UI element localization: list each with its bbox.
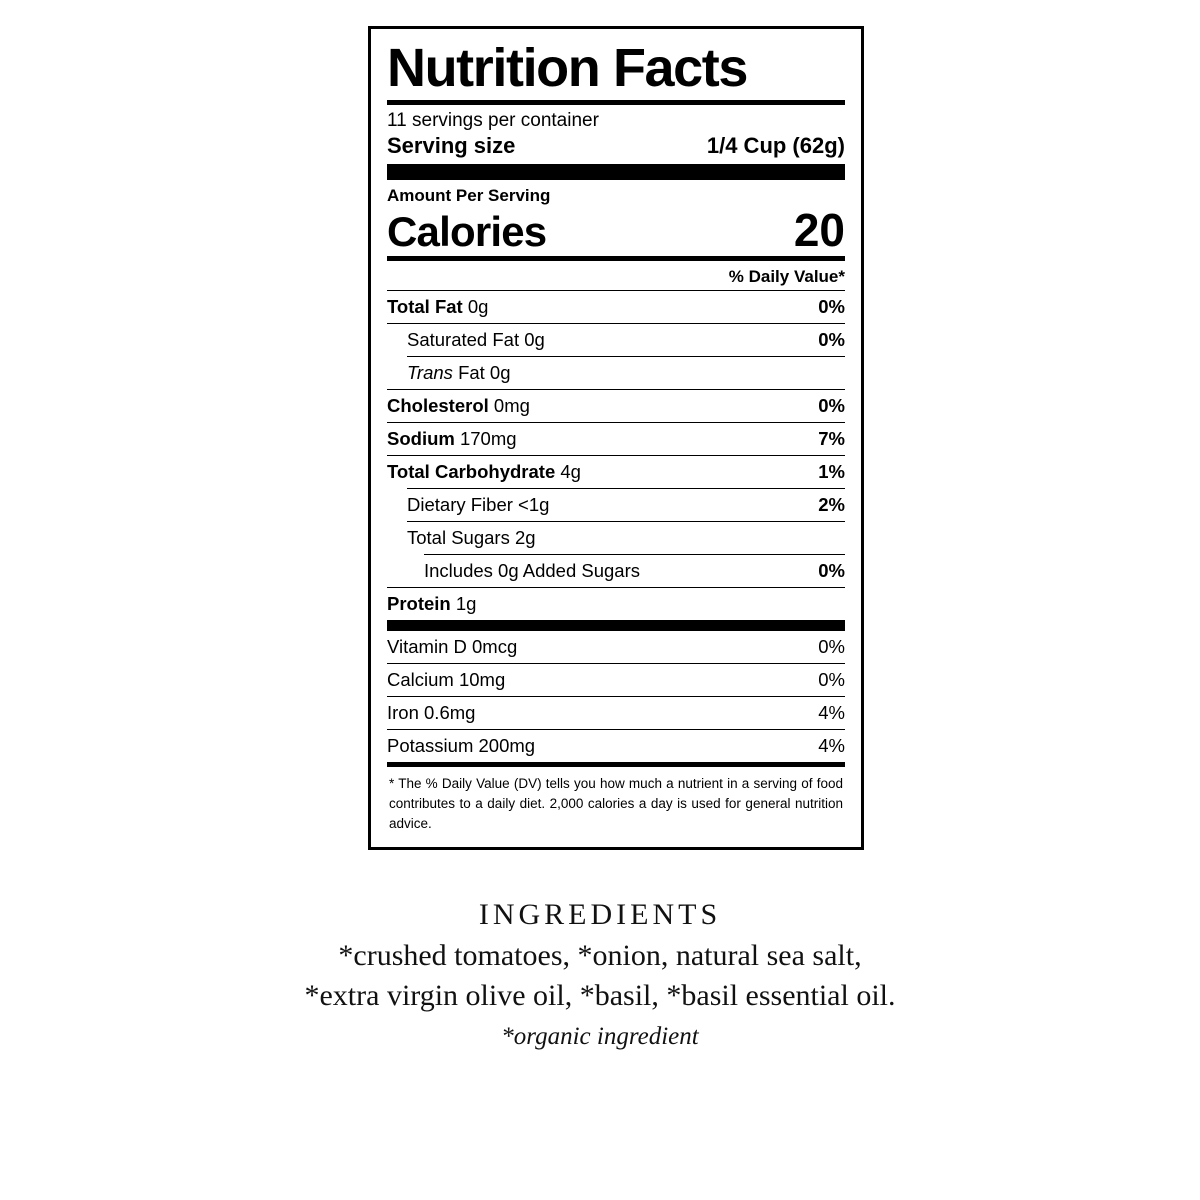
nutrient-amount: 0g — [524, 329, 545, 351]
nutrient-label — [387, 395, 530, 417]
nutrient-label — [407, 494, 549, 516]
vitamin-row — [387, 697, 845, 729]
nutrient-label: Includes 0g Added Sugars — [424, 560, 640, 582]
vitamin-label: Calcium 10mg — [387, 669, 506, 691]
nutrient-amount: 4g — [560, 461, 581, 483]
nutrient-name: Total Fat — [387, 296, 463, 318]
nutrient-amount: 0mg — [493, 395, 530, 417]
nutrient-label — [387, 428, 517, 450]
nutrient-label — [387, 296, 488, 318]
nutrient-name: Dietary Fiber — [407, 494, 513, 516]
ingredients-line-2: *extra virgin olive oil, *basil, *basil essential oil. — [304, 978, 896, 1012]
nutrient-label — [407, 362, 511, 384]
ingredients-heading: INGREDIENTS — [478, 898, 722, 931]
nutrient-row — [387, 291, 845, 323]
nutrient-amount: 2g — [514, 527, 536, 549]
page-title: Nutrition Facts — [387, 38, 748, 98]
nutrient-amount: 0g — [467, 296, 489, 318]
nutrient-amount: Fat 0g — [458, 362, 511, 384]
ingredients-section — [0, 898, 1200, 1051]
daily-value-header: % Daily Value* — [728, 267, 845, 287]
nutrient-amount: <1g — [518, 494, 550, 516]
nutrient-name: Protein — [387, 593, 451, 615]
servings-per-container: 11 servings per container — [387, 110, 599, 132]
nutrient-name: Sodium — [387, 428, 455, 450]
nutrient-row — [387, 390, 845, 422]
ingredients-note: *organic ingredient — [501, 1023, 699, 1051]
vitamin-row — [387, 664, 845, 696]
vitamin-row — [387, 631, 845, 663]
nutrient-row — [387, 456, 845, 488]
vitamin-label: Iron 0.6mg — [387, 702, 476, 724]
serving-divider-thick — [387, 164, 845, 180]
nutrient-row — [387, 423, 845, 455]
nutrient-name: Total Sugars — [407, 527, 510, 549]
protein-divider-thick — [387, 620, 845, 631]
nutrient-dv: 1% — [818, 461, 845, 483]
nutrient-dv: 0% — [818, 296, 845, 318]
nutrient-amount: 1g — [455, 593, 477, 615]
nutrient-label — [387, 461, 581, 483]
calories-label: Calories — [387, 208, 547, 256]
amount-per-serving-label: Amount Per Serving — [387, 186, 551, 206]
nutrition-facts-panel — [368, 26, 864, 850]
nutrient-label — [387, 593, 476, 615]
serving-size-value: 1/4 Cup (62g) — [706, 133, 845, 159]
nutrient-label — [407, 329, 545, 351]
calories-value: 20 — [793, 204, 845, 257]
nutrient-row — [387, 489, 845, 521]
ingredients-line-1: *crushed tomatoes, *onion, natural sea salt, — [338, 939, 862, 972]
calories-row — [387, 206, 845, 256]
vitamin-dv: 4% — [818, 735, 845, 757]
daily-value-footnote: * The % Daily Value (DV) tells you how much a nutrient in a serving of food contributes to a daily diet. 2,000 calories a day is used for general nutrition advice. — [389, 776, 843, 831]
vitamin-dv: 4% — [818, 702, 845, 724]
nutrient-row — [387, 522, 845, 554]
nutrient-dv: 7% — [818, 428, 845, 450]
vitamin-dv: 0% — [818, 669, 845, 691]
nutrient-name: Total Carbohydrate — [387, 461, 556, 483]
nutrient-dv: 0% — [818, 329, 845, 351]
nutrient-dv: 2% — [818, 494, 845, 516]
nutrient-row — [387, 555, 845, 587]
nutrient-name: Trans — [407, 362, 453, 384]
serving-size-label: Serving size — [387, 133, 516, 159]
vitamin-dv: 0% — [818, 636, 845, 658]
nutrient-row — [387, 588, 845, 620]
nutrient-label — [407, 527, 536, 549]
nutrient-dv: 0% — [818, 395, 845, 417]
vitamin-label: Potassium 200mg — [387, 735, 536, 757]
nutrient-row — [387, 357, 845, 389]
serving-size-row — [387, 133, 845, 164]
nutrient-name: Cholesterol — [387, 395, 489, 417]
nutrient-name: Saturated Fat — [407, 329, 520, 351]
nutrient-row — [387, 324, 845, 356]
vitamin-label: Vitamin D 0mcg — [387, 636, 518, 658]
nutrient-dv: 0% — [818, 560, 845, 582]
nutrient-amount: 170mg — [459, 428, 517, 450]
vitamin-row — [387, 730, 845, 762]
